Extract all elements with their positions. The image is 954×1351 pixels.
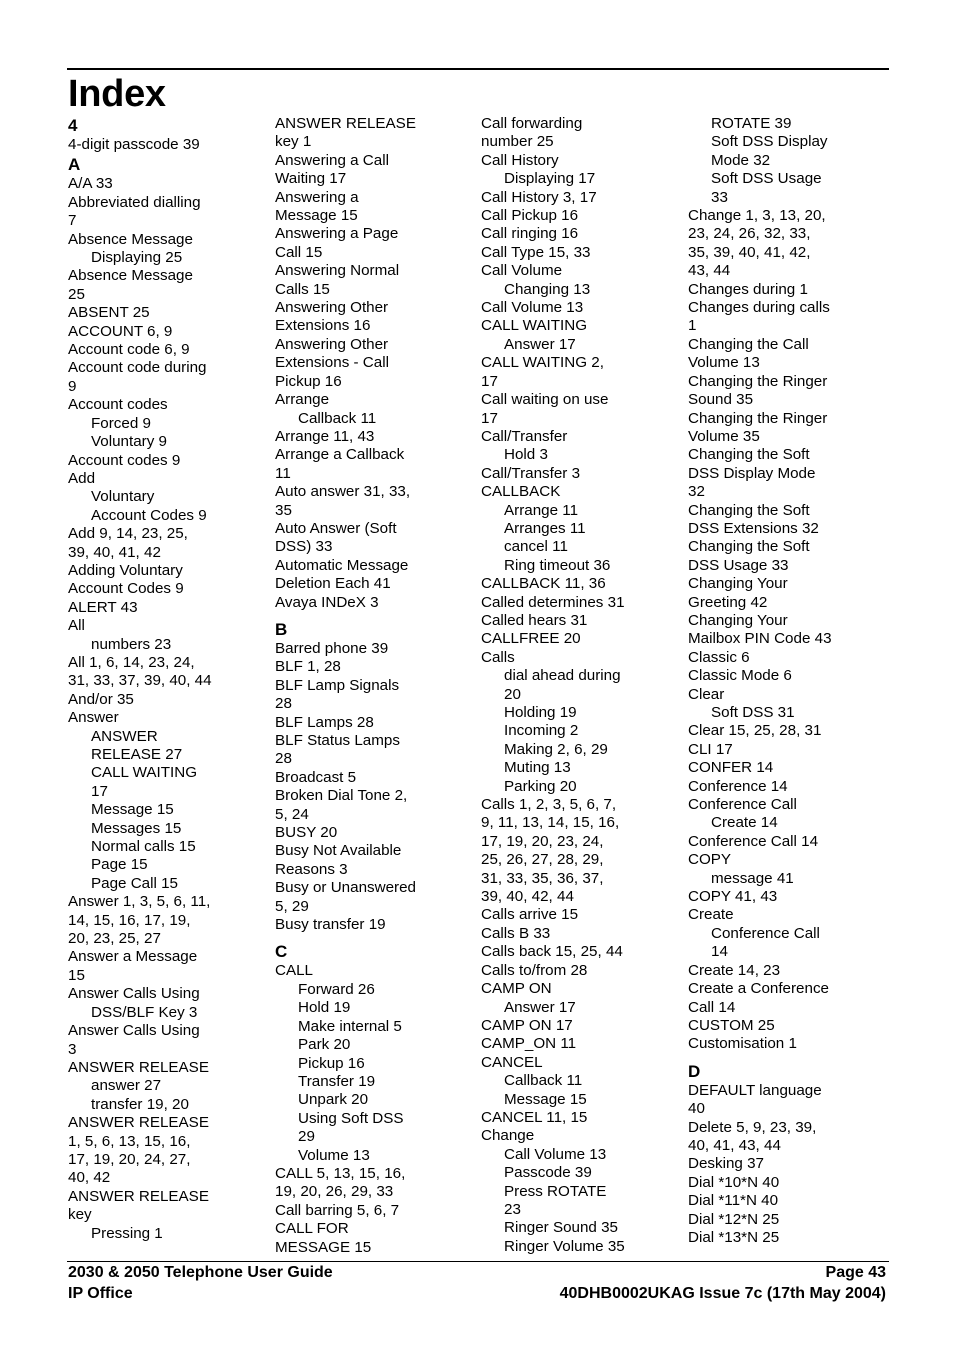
index-entry: CUSTOM 25 bbox=[688, 1016, 775, 1034]
index-entry: COPY 41, 43 bbox=[688, 888, 778, 906]
index-entry: 17, 19, 20, 23, 24, bbox=[481, 832, 604, 850]
index-subentry: 20 bbox=[504, 685, 521, 703]
index-subentry: Make internal 5 bbox=[298, 1017, 402, 1035]
index-entry: DSS Extensions 32 bbox=[688, 519, 819, 537]
index-column-3 bbox=[481, 115, 681, 1256]
index-subentry: cancel 11 bbox=[504, 538, 568, 556]
index-column-2 bbox=[275, 115, 475, 1257]
index-entry: Answering Other bbox=[275, 335, 389, 353]
index-entry: 17, 19, 20, 24, 27, bbox=[68, 1150, 191, 1168]
index-entry: Changing Your bbox=[688, 575, 788, 593]
index-entry: number 25 bbox=[481, 133, 554, 151]
index-entry: Sound 35 bbox=[688, 391, 754, 409]
index-entry: A/A 33 bbox=[68, 175, 113, 193]
index-column-4 bbox=[688, 115, 888, 1247]
index-entry: Call History bbox=[481, 151, 559, 169]
index-subentry: answer 27 bbox=[91, 1077, 162, 1095]
index-entry: Call Volume bbox=[481, 262, 563, 280]
index-entry: Calls B 33 bbox=[481, 924, 551, 942]
index-letter-heading: C bbox=[275, 942, 288, 962]
index-subentry: Hold 19 bbox=[298, 999, 351, 1017]
footer-page-number: Page 43 bbox=[825, 1264, 886, 1281]
index-entry: Call History 3, 17 bbox=[481, 188, 597, 206]
index-entry: And/or 35 bbox=[68, 690, 134, 708]
index-subentry: ROTATE 39 bbox=[711, 115, 792, 132]
index-entry: Add 9, 14, 23, 25, bbox=[68, 525, 188, 543]
index-subentry: numbers 23 bbox=[91, 635, 172, 653]
index-subentry: Account Codes 9 bbox=[91, 506, 207, 524]
index-entry: 1 bbox=[688, 317, 697, 335]
index-entry: Arrange a Callback bbox=[275, 446, 405, 464]
index-entry: Answering a Page bbox=[275, 225, 399, 243]
index-subentry: Displaying 17 bbox=[504, 170, 596, 188]
index-entry: 1, 5, 6, 13, 15, 16, bbox=[68, 1132, 191, 1150]
index-entry: Dial *12*N 25 bbox=[688, 1210, 780, 1228]
index-entry: Volume 35 bbox=[688, 427, 760, 445]
footer-guide-title: 2030 & 2050 Telephone User Guide bbox=[68, 1264, 333, 1281]
index-subentry: Callback 11 bbox=[298, 409, 377, 427]
index-entry: 9 bbox=[68, 377, 77, 395]
index-subentry: 23 bbox=[504, 1200, 521, 1218]
index-entry: CANCEL 11, 15 bbox=[481, 1108, 588, 1126]
index-entry: DSS) 33 bbox=[275, 538, 333, 556]
index-subentry: Soft DSS Usage bbox=[711, 170, 822, 188]
index-entry: Delete 5, 9, 23, 39, bbox=[688, 1118, 817, 1136]
index-entry: Calls to/from 28 bbox=[481, 961, 588, 979]
index-entry: Arrange 11, 43 bbox=[275, 427, 375, 445]
index-entry: Calls 1, 2, 3, 5, 6, 7, bbox=[481, 796, 617, 814]
index-entry: 31, 33, 37, 39, 40, 44 bbox=[68, 672, 212, 690]
index-entry: CALL 5, 13, 15, 16, bbox=[275, 1164, 406, 1182]
index-entry: Reasons 3 bbox=[275, 860, 348, 878]
index-entry: Changes during calls bbox=[688, 299, 830, 317]
index-entry: Deletion Each 41 bbox=[275, 575, 391, 593]
index-subentry: Callback 11 bbox=[504, 1072, 583, 1090]
index-entry: Changing the Soft bbox=[688, 446, 810, 464]
index-entry: Call Pickup 16 bbox=[481, 207, 579, 225]
index-subentry: Arrange 11 bbox=[504, 501, 579, 519]
index-entry: ALERT 43 bbox=[68, 598, 138, 616]
index-entry: Adding Voluntary bbox=[68, 561, 183, 579]
index-entry: Changes during 1 bbox=[688, 280, 808, 298]
index-entry: CAMP ON bbox=[481, 980, 552, 998]
index-entry: Call/Transfer 3 bbox=[481, 464, 581, 482]
index-entry: Account code during bbox=[68, 359, 207, 377]
index-entry: Mailbox PIN Code 43 bbox=[688, 630, 832, 648]
index-entry: CANCEL bbox=[481, 1053, 543, 1071]
index-subentry: Volume 13 bbox=[298, 1146, 370, 1164]
index-subentry: Normal calls 15 bbox=[91, 838, 196, 856]
index-entry: BLF Lamps 28 bbox=[275, 713, 374, 731]
index-subentry: Pickup 16 bbox=[298, 1054, 365, 1072]
index-entry: ANSWER RELEASE bbox=[68, 1187, 209, 1205]
index-entry: Calls back 15, 25, 44 bbox=[481, 943, 623, 961]
index-entry: CAMP_ON 11 bbox=[481, 1035, 577, 1053]
index-entry: 32 bbox=[688, 483, 705, 501]
index-entry: 25 bbox=[68, 285, 85, 303]
index-entry: CALLFREE 20 bbox=[481, 630, 581, 648]
index-entry: All bbox=[68, 617, 85, 635]
index-subentry: Using Soft DSS bbox=[298, 1109, 404, 1127]
index-subentry: Messages 15 bbox=[91, 819, 182, 837]
index-entry: 19, 20, 26, 29, 33 bbox=[275, 1183, 394, 1201]
index-entry: 40, 42 bbox=[68, 1169, 111, 1187]
index-entry: Changing the Call bbox=[688, 335, 809, 353]
index-entry: Call ringing 16 bbox=[481, 225, 579, 243]
index-subentry: Page 15 bbox=[91, 856, 148, 874]
index-column-1 bbox=[68, 115, 268, 1243]
index-entry: Call Type 15, 33 bbox=[481, 243, 591, 261]
index-entry: Call/Transfer bbox=[481, 427, 568, 445]
index-entry: ABSENT 25 bbox=[68, 304, 150, 322]
index-entry: Answering Other bbox=[275, 299, 389, 317]
index-entry: Classic 6 bbox=[688, 648, 750, 666]
index-entry: Call waiting on use bbox=[481, 391, 609, 409]
index-subentry: Transfer 19 bbox=[298, 1072, 376, 1090]
index-subentry: Changing 13 bbox=[504, 280, 591, 298]
index-entry: ACCOUNT 6, 9 bbox=[68, 322, 173, 340]
index-entry: CALLBACK bbox=[481, 483, 561, 501]
index-entry: Add bbox=[68, 469, 96, 487]
index-subentry: Parking 20 bbox=[504, 777, 577, 795]
index-subentry: CALL WAITING bbox=[91, 764, 198, 782]
index-entry: 5, 29 bbox=[275, 897, 309, 915]
index-entry: BLF Status Lamps bbox=[275, 732, 400, 749]
index-entry: Answer Calls Using bbox=[68, 1022, 200, 1040]
index-letter-heading: D bbox=[688, 1061, 701, 1081]
index-entry: Answering a Call bbox=[275, 151, 389, 169]
index-subentry: 14 bbox=[711, 943, 728, 961]
index-entry: CALL WAITING bbox=[481, 317, 588, 335]
index-entry: Extensions 16 bbox=[275, 317, 371, 335]
index-entry: Answer a Message bbox=[68, 948, 198, 966]
index-entry: Conference Call bbox=[688, 796, 797, 814]
index-entry: ANSWER RELEASE bbox=[68, 1058, 209, 1076]
index-entry: Called hears 31 bbox=[481, 611, 588, 629]
index-entry: 7 bbox=[68, 212, 77, 230]
index-entry: Changing the Soft bbox=[688, 501, 810, 519]
index-subentry: Holding 19 bbox=[504, 704, 577, 721]
index-entry: Classic Mode 6 bbox=[688, 667, 792, 685]
index-entry: Dial *11*N 40 bbox=[688, 1192, 779, 1210]
index-entry: 28 bbox=[275, 750, 292, 768]
index-entry: Create a Conference bbox=[688, 980, 829, 998]
index-subentry: transfer 19, 20 bbox=[91, 1095, 189, 1113]
index-entry: Answer Calls Using bbox=[68, 985, 200, 1003]
index-entry: Answering a bbox=[275, 188, 359, 206]
index-subentry: Voluntary bbox=[91, 488, 155, 506]
index-entry: 28 bbox=[275, 695, 292, 713]
index-entry: 5, 24 bbox=[275, 805, 309, 823]
index-entry: CLI 17 bbox=[688, 740, 733, 758]
index-entry: Changing the Ringer bbox=[688, 372, 828, 390]
index-entry: Arrange bbox=[275, 391, 330, 409]
index-entry: Calls 15 bbox=[275, 280, 330, 298]
index-subentry: Soft DSS Display bbox=[711, 133, 828, 151]
index-entry: Greeting 42 bbox=[688, 593, 768, 611]
index-entry: 25, 26, 27, 28, 29, bbox=[481, 851, 604, 869]
index-entry: Clear bbox=[688, 685, 725, 703]
index-entry: Abbreviated dialling bbox=[68, 193, 201, 211]
index-entry: Create bbox=[688, 906, 734, 924]
footer-rule bbox=[67, 1261, 889, 1262]
index-entry: 35, 39, 40, 41, 42, bbox=[688, 243, 811, 261]
index-entry: Auto Answer (Soft bbox=[275, 519, 397, 537]
index-entry: Absence Message bbox=[68, 230, 193, 248]
index-entry: DSS Display Mode bbox=[688, 464, 816, 482]
index-subentry: Press ROTATE bbox=[504, 1182, 607, 1200]
index-entry: Account codes bbox=[68, 396, 168, 414]
index-entry: Desking 37 bbox=[688, 1155, 764, 1173]
index-entry: Calls bbox=[481, 648, 515, 666]
index-entry: Conference 14 bbox=[688, 777, 788, 795]
index-entry: Change bbox=[481, 1127, 535, 1145]
index-entry: Busy transfer 19 bbox=[275, 916, 386, 934]
index-entry: Clear 15, 25, 28, 31 bbox=[688, 722, 822, 740]
index-entry: Barred phone 39 bbox=[275, 639, 389, 657]
index-subentry: Pressing 1 bbox=[91, 1224, 163, 1242]
index-subentry: Voluntary 9 bbox=[91, 433, 167, 451]
index-subentry: Muting 13 bbox=[504, 759, 571, 777]
index-entry: Changing the Ringer bbox=[688, 409, 828, 427]
index-entry: key 1 bbox=[275, 133, 312, 151]
index-entry: 4-digit passcode 39 bbox=[68, 136, 200, 153]
index-entry: BLF Lamp Signals bbox=[275, 676, 400, 694]
index-entry: Busy or Unanswered bbox=[275, 879, 416, 897]
index-entry: CAMP ON 17 bbox=[481, 1016, 573, 1034]
index-entry: Answering Normal bbox=[275, 262, 400, 280]
index-entry: All 1, 6, 14, 23, 24, bbox=[68, 653, 195, 671]
index-entry: Message 15 bbox=[275, 207, 358, 225]
index-entry: Call forwarding bbox=[481, 115, 583, 132]
index-entry: DSS Usage 33 bbox=[688, 556, 789, 574]
index-entry: CALL bbox=[275, 962, 313, 980]
index-entry: Calls arrive 15 bbox=[481, 906, 579, 924]
index-letter-heading: B bbox=[275, 619, 288, 639]
index-subentry: Mode 32 bbox=[711, 151, 771, 169]
index-entry: Call 14 bbox=[688, 998, 736, 1016]
index-subentry: Incoming 2 bbox=[504, 722, 579, 740]
index-entry: key bbox=[68, 1206, 92, 1224]
index-entry: CALL FOR bbox=[275, 1220, 349, 1238]
index-entry: 20, 23, 25, 27 bbox=[68, 930, 161, 948]
index-letter-heading: 4 bbox=[68, 116, 78, 135]
index-subentry: Answer 17 bbox=[504, 335, 576, 353]
index-entry: Extensions - Call bbox=[275, 354, 389, 372]
index-entry: Changing the Soft bbox=[688, 538, 810, 556]
index-entry: Dial *10*N 40 bbox=[688, 1173, 780, 1191]
index-entry: Avaya INDeX 3 bbox=[275, 593, 379, 611]
index-subentry: Forward 26 bbox=[298, 980, 375, 998]
index-subentry: DSS/BLF Key 3 bbox=[91, 1003, 198, 1021]
index-entry: MESSAGE 15 bbox=[275, 1238, 372, 1256]
index-subentry: Ring timeout 36 bbox=[504, 556, 611, 574]
index-entry: 40, 41, 43, 44 bbox=[688, 1136, 781, 1154]
index-entry: CALLBACK 11, 36 bbox=[481, 575, 606, 593]
index-subentry: Message 15 bbox=[91, 801, 174, 819]
index-subentry: Ringer Volume 35 bbox=[504, 1237, 625, 1255]
index-subentry: 29 bbox=[298, 1128, 315, 1146]
index-entry: Pickup 16 bbox=[275, 372, 342, 390]
index-entry: ANSWER RELEASE bbox=[68, 1114, 209, 1132]
index-entry: Answer bbox=[68, 709, 119, 727]
index-entry: 17 bbox=[481, 372, 498, 390]
index-subentry: RELEASE 27 bbox=[91, 746, 183, 763]
index-letter-heading: A bbox=[68, 155, 81, 175]
index-entry: 14, 15, 16, 17, 19, bbox=[68, 911, 191, 929]
index-subentry: Passcode 39 bbox=[504, 1164, 592, 1182]
index-entry: 11 bbox=[275, 464, 291, 482]
index-subentry: Answer 17 bbox=[504, 998, 576, 1016]
index-entry: Answer 1, 3, 5, 6, 11, bbox=[68, 893, 211, 911]
index-entry: DEFAULT language bbox=[688, 1081, 822, 1099]
index-subentry: Forced 9 bbox=[91, 414, 151, 432]
index-subentry: Arranges 11 bbox=[504, 519, 586, 537]
index-subentry: Call Volume 13 bbox=[504, 1145, 607, 1163]
index-entry: Absence Message bbox=[68, 267, 193, 285]
index-subentry: dial ahead during bbox=[504, 667, 621, 685]
index-entry: 31, 33, 35, 36, 37, bbox=[481, 869, 604, 887]
index-entry: Busy Not Available bbox=[275, 842, 402, 860]
index-entry: Account code 6, 9 bbox=[68, 341, 190, 359]
index-subentry: Create 14 bbox=[711, 814, 778, 832]
index-entry: Call Volume 13 bbox=[481, 299, 584, 317]
index-entry: Account Codes 9 bbox=[68, 580, 184, 598]
index-entry: Broken Dial Tone 2, bbox=[275, 787, 408, 805]
index-subentry: Message 15 bbox=[504, 1090, 587, 1108]
top-rule bbox=[67, 68, 889, 70]
index-entry: 15 bbox=[68, 966, 85, 984]
index-entry: 43, 44 bbox=[688, 262, 731, 280]
index-entry: 3 bbox=[68, 1040, 77, 1058]
index-entry: 17 bbox=[481, 409, 498, 427]
index-entry: CALL WAITING 2, bbox=[481, 354, 604, 372]
index-subentry: Page Call 15 bbox=[91, 874, 178, 892]
index-entry: 39, 40, 42, 44 bbox=[481, 888, 574, 906]
index-entry: COPY bbox=[688, 851, 732, 869]
index-entry: Waiting 17 bbox=[275, 170, 347, 188]
index-subentry: Park 20 bbox=[298, 1036, 351, 1054]
index-entry: Customisation 1 bbox=[688, 1035, 797, 1053]
index-entry: Changing Your bbox=[688, 611, 788, 629]
index-subentry: Making 2, 6, 29 bbox=[504, 740, 608, 758]
index-entry: Create 14, 23 bbox=[688, 961, 781, 979]
index-entry: Broadcast 5 bbox=[275, 768, 357, 786]
index-subentry: Hold 3 bbox=[504, 446, 548, 464]
index-entry: Called determines 31 bbox=[481, 593, 625, 611]
index-subentry: Conference Call bbox=[711, 924, 820, 942]
index-entry: Conference Call 14 bbox=[688, 832, 819, 850]
index-entry: BLF 1, 28 bbox=[275, 658, 341, 676]
index-subentry: Unpark 20 bbox=[298, 1091, 369, 1109]
index-subentry: message 41 bbox=[711, 869, 794, 887]
index-subentry: Ringer Sound 35 bbox=[504, 1219, 618, 1237]
index-entry: 40 bbox=[688, 1100, 705, 1118]
index-entry: Dial *13*N 25 bbox=[688, 1228, 780, 1246]
index-subentry: 17 bbox=[91, 782, 108, 800]
index-entry: BUSY 20 bbox=[275, 824, 338, 842]
index-subentry: 33 bbox=[711, 188, 728, 206]
index-subentry: ANSWER bbox=[91, 727, 158, 745]
index-subentry: Soft DSS 31 bbox=[711, 704, 795, 721]
index-entry: Auto answer 31, 33, bbox=[275, 483, 411, 501]
index-subentry: Displaying 25 bbox=[91, 249, 183, 267]
index-entry: CONFER 14 bbox=[688, 759, 774, 777]
index-entry: Change 1, 3, 13, 20, bbox=[688, 207, 826, 225]
index-entry: 9, 11, 13, 14, 15, 16, bbox=[481, 814, 620, 832]
index-entry: Call barring 5, 6, 7 bbox=[275, 1201, 400, 1219]
index-entry: Call 15 bbox=[275, 243, 323, 261]
page-title: Index bbox=[68, 73, 166, 115]
index-entry: ANSWER RELEASE bbox=[275, 115, 416, 132]
index-entry: Account codes 9 bbox=[68, 451, 181, 469]
index-entry: 23, 24, 26, 32, 33, bbox=[688, 225, 811, 243]
index-entry: Volume 13 bbox=[688, 354, 760, 372]
index-entry: 35 bbox=[275, 501, 292, 519]
index-entry: 39, 40, 41, 42 bbox=[68, 543, 161, 561]
footer-product: IP Office bbox=[68, 1285, 133, 1302]
index-entry: Automatic Message bbox=[275, 556, 409, 574]
footer-doc-id: 40DHB0002UKAG Issue 7c (17th May 2004) bbox=[559, 1285, 886, 1302]
